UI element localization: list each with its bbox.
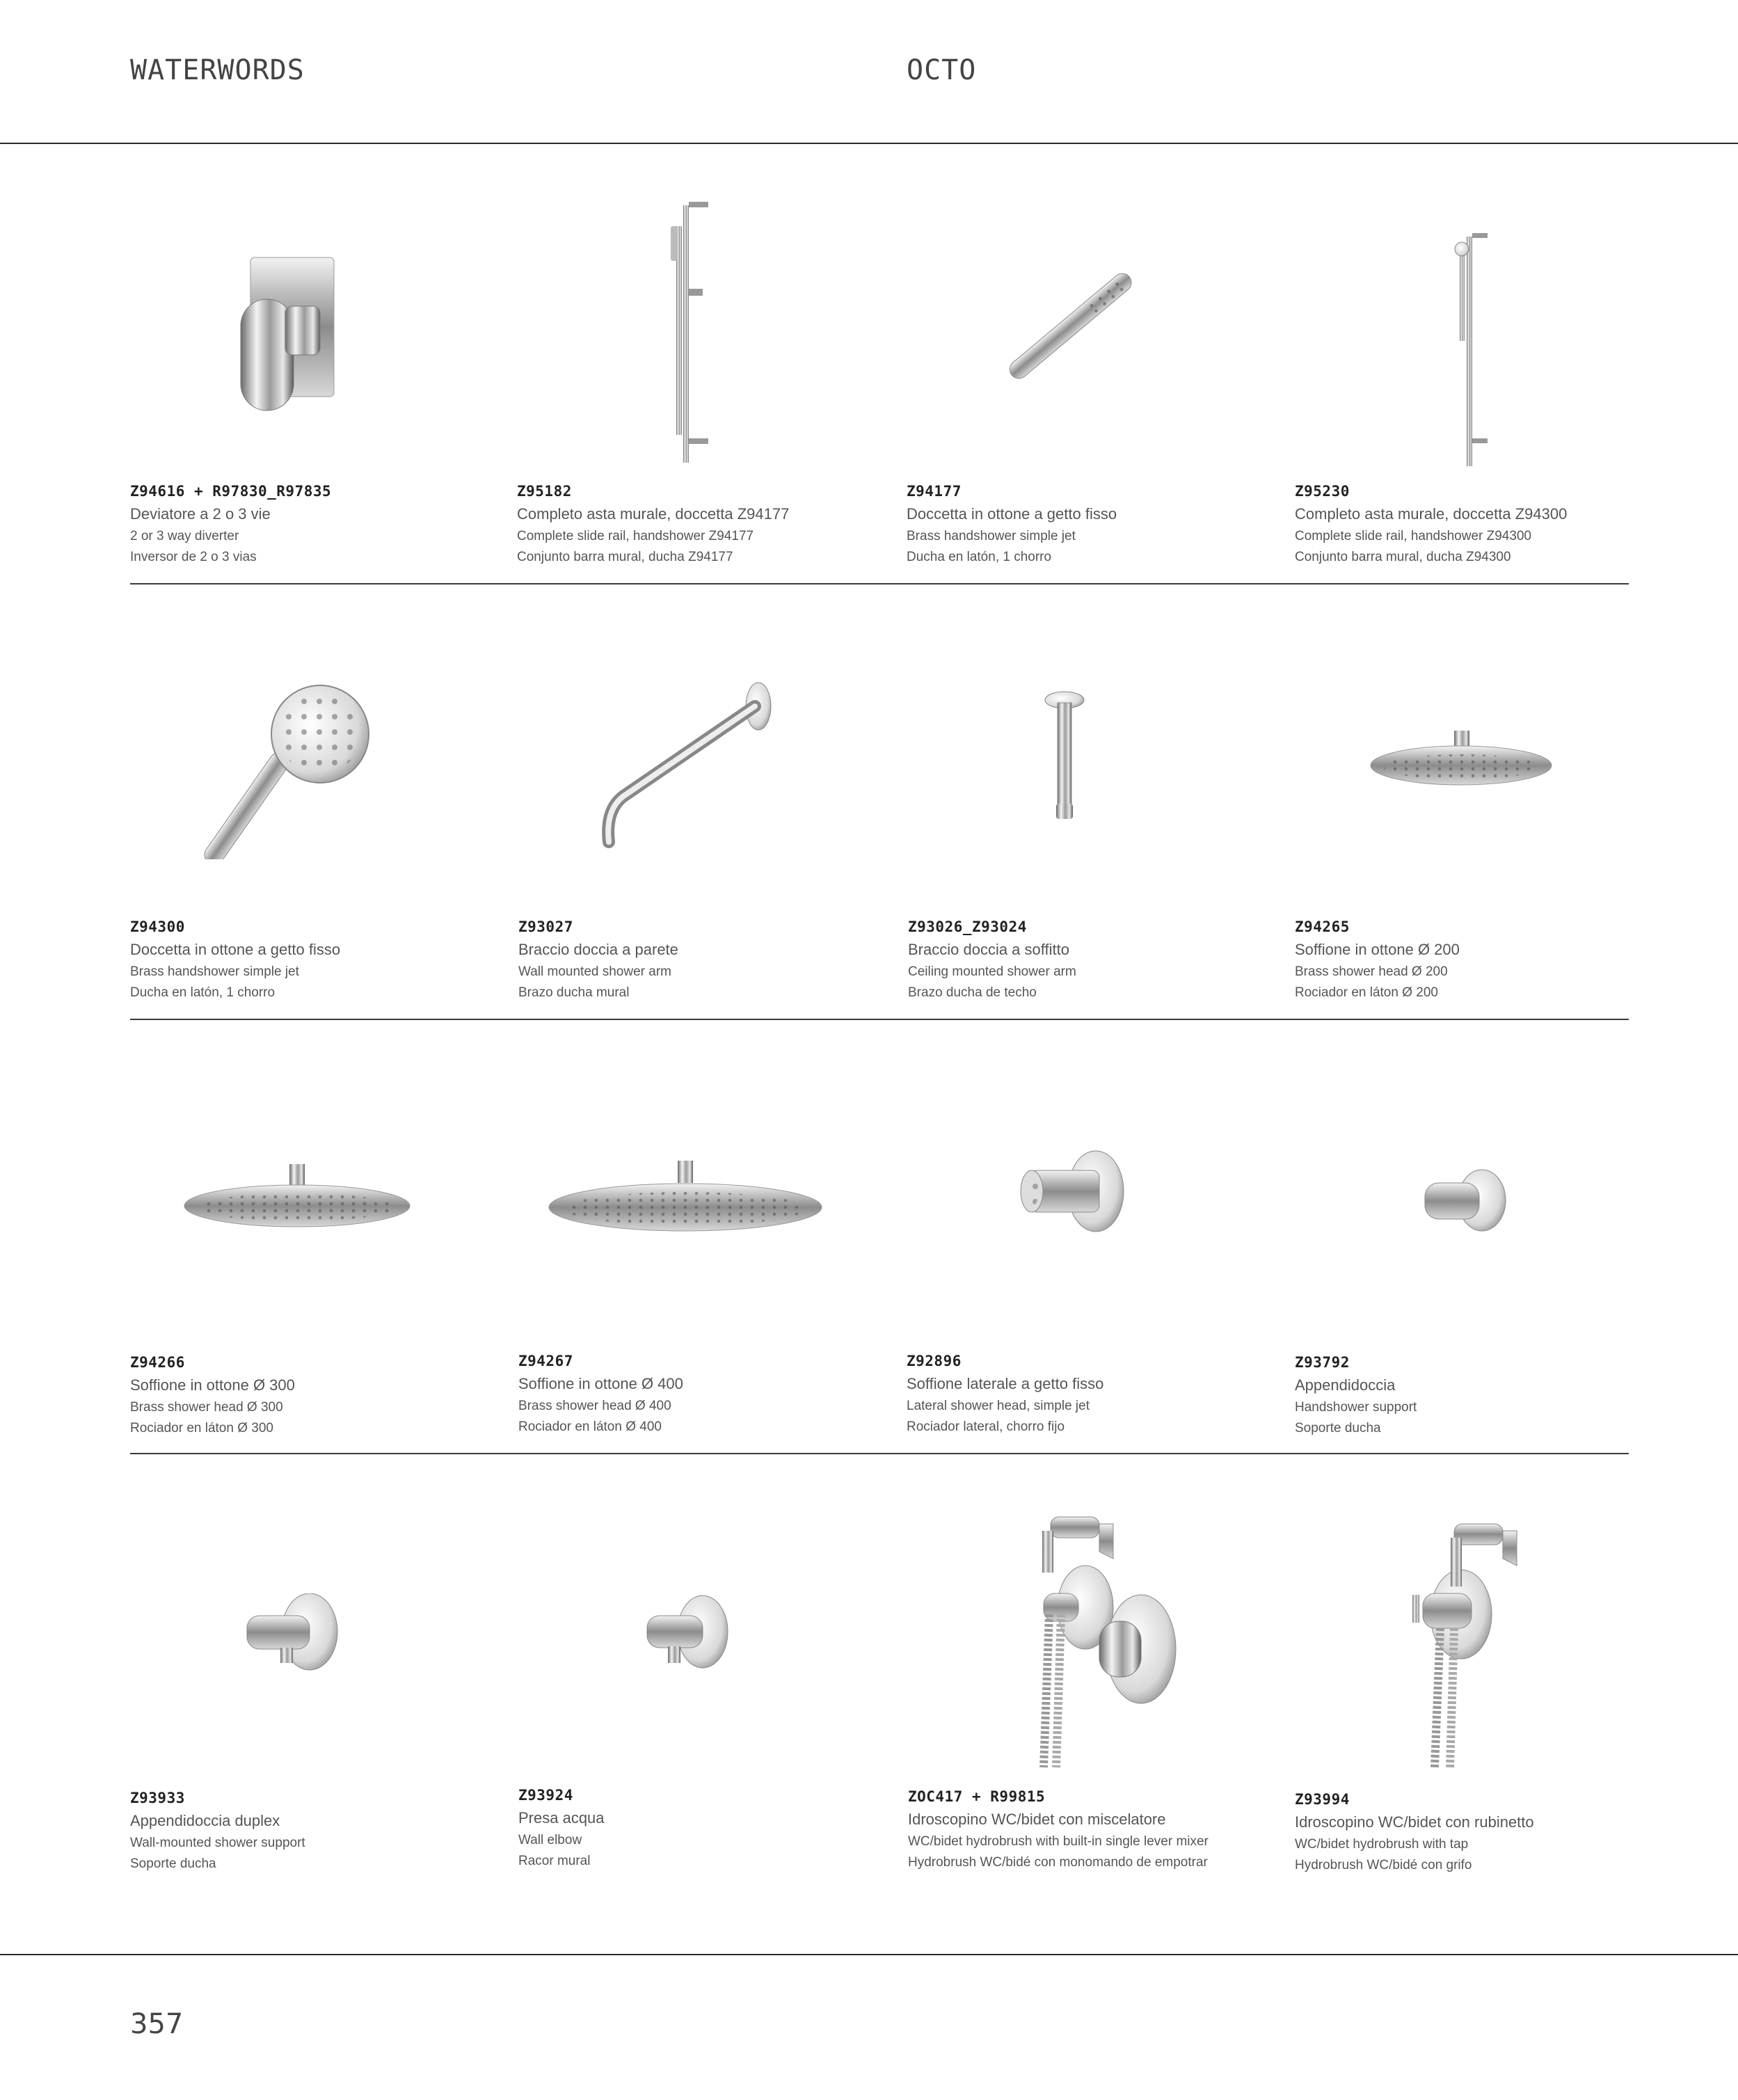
row-separator xyxy=(130,1019,1629,1020)
description-es: Ducha en latón, 1 chorro xyxy=(907,550,1052,564)
handshower-z94177-image xyxy=(995,250,1148,404)
bottom-rule xyxy=(0,1954,1738,1955)
description-es: Hydrobrush WC/bidé con grifo xyxy=(1295,1858,1472,1872)
description-it: Deviatore a 2 o 3 vie xyxy=(130,505,271,523)
description-es: Rociador en láton Ø 200 xyxy=(1295,985,1438,1000)
description-it: Doccetta in ottone a getto fisso xyxy=(130,941,341,958)
description-es: Conjunto barra mural, ducha Z94300 xyxy=(1295,550,1511,564)
description-es: Rociador lateral, chorro fijo xyxy=(907,1419,1065,1434)
description-en: Brass handshower simple jet xyxy=(907,529,1076,543)
product-code: Z93792 xyxy=(1295,1354,1350,1371)
description-en: Ceiling mounted shower arm xyxy=(908,964,1076,979)
product-code: Z94265 xyxy=(1295,918,1350,935)
product-code: Z93026_Z93024 xyxy=(908,918,1027,935)
handshower-z94300-image xyxy=(174,678,383,859)
description-es: Ducha en latón, 1 chorro xyxy=(130,985,276,1000)
product-card xyxy=(1295,1354,1684,1436)
product-card xyxy=(908,918,1298,1001)
product-code: Z94266 xyxy=(130,1354,185,1371)
diverter-image xyxy=(230,250,355,431)
description-es: Brazo ducha de techo xyxy=(908,985,1037,1000)
page-number: 357 xyxy=(130,2008,184,2040)
product-code: Z95182 xyxy=(517,483,572,500)
ceiling-shower-arm-image xyxy=(1037,689,1092,828)
hydrobrush-mixer-image xyxy=(995,1510,1183,1774)
description-es: Soporte ducha xyxy=(130,1856,216,1871)
shower-head-400-image xyxy=(546,1155,824,1239)
description-es: Rociador en láton Ø 300 xyxy=(130,1421,273,1435)
top-rule xyxy=(0,143,1738,144)
description-it: Completo asta murale, doccetta Z94177 xyxy=(517,505,790,523)
product-code: Z94267 xyxy=(518,1353,573,1369)
product-card xyxy=(518,1353,908,1435)
handshower-support-image xyxy=(1419,1169,1510,1239)
description-en: WC/bidet hydrobrush with built-in single lever mixer xyxy=(908,1834,1209,1849)
description-en: Brass handshower simple jet xyxy=(130,964,299,979)
product-code: Z93027 xyxy=(518,918,573,935)
description-en: WC/bidet hydrobrush with tap xyxy=(1295,1837,1469,1852)
description-es: Hydrobrush WC/bidé con monomando de empotrar xyxy=(908,1855,1208,1870)
description-en: Brass shower head Ø 400 xyxy=(518,1399,671,1413)
hydrobrush-tap-image xyxy=(1385,1517,1538,1774)
description-en: Lateral shower head, simple jet xyxy=(907,1399,1090,1413)
wall-shower-arm-image xyxy=(584,678,779,852)
description-en: Wall-mounted shower support xyxy=(130,1836,305,1850)
description-it: Soffione in ottone Ø 300 xyxy=(130,1376,295,1394)
product-code: Z93994 xyxy=(1295,1791,1350,1808)
product-card xyxy=(517,483,907,565)
row-separator xyxy=(130,1453,1629,1454)
description-en: Handshower support xyxy=(1295,1400,1417,1415)
product-code: Z94616 + R97830_R97835 xyxy=(130,483,332,500)
description-en: Brass shower head Ø 200 xyxy=(1295,964,1448,979)
product-card xyxy=(1295,1791,1684,1873)
shower-head-300-image xyxy=(181,1159,414,1235)
product-card xyxy=(1295,483,1684,565)
product-code: Z94177 xyxy=(907,483,962,500)
product-card xyxy=(518,1787,908,1869)
product-card xyxy=(130,483,520,565)
product-card xyxy=(130,918,520,1001)
description-it: Completo asta murale, doccetta Z94300 xyxy=(1295,505,1568,523)
collection-header: OCTO xyxy=(907,54,977,86)
description-it: Appendidoccia xyxy=(1295,1376,1396,1394)
wall-elbow-image xyxy=(640,1593,731,1677)
product-code: Z95230 xyxy=(1295,483,1350,500)
description-en: Complete slide rail, handshower Z94177 xyxy=(517,529,754,543)
description-it: Appendidoccia duplex xyxy=(130,1812,280,1829)
description-es: Soporte ducha xyxy=(1295,1421,1381,1435)
description-en: Complete slide rail, handshower Z94300 xyxy=(1295,529,1532,543)
product-card xyxy=(1295,918,1684,1001)
description-en: Brass shower head Ø 300 xyxy=(130,1400,283,1415)
product-card xyxy=(908,1788,1325,1870)
product-code: ZOC417 + R99815 xyxy=(908,1788,1046,1805)
product-code: Z94300 xyxy=(130,918,185,935)
product-card xyxy=(518,918,908,1001)
description-it: Soffione laterale a getto fisso xyxy=(907,1375,1104,1392)
description-es: Rociador en láton Ø 400 xyxy=(518,1419,662,1434)
description-it: Braccio doccia a soffitto xyxy=(908,941,1069,958)
product-card xyxy=(907,1353,1296,1435)
lateral-shower-head-image xyxy=(1012,1148,1138,1239)
product-code: Z93924 xyxy=(518,1787,573,1804)
description-it: Braccio doccia a parete xyxy=(518,941,678,958)
product-card xyxy=(907,483,1296,565)
description-it: Presa acqua xyxy=(518,1809,605,1827)
product-card xyxy=(130,1354,520,1436)
description-en: Wall elbow xyxy=(518,1833,582,1847)
description-it: Soffione in ottone Ø 400 xyxy=(518,1375,683,1392)
product-code: Z93933 xyxy=(130,1790,185,1806)
description-it: Idroscopino WC/bidet con miscelatore xyxy=(908,1811,1166,1828)
brand-header: WATERWORDS xyxy=(130,54,305,86)
row-separator xyxy=(130,583,1629,584)
shower-head-200-image xyxy=(1367,724,1555,793)
description-en: 2 or 3 way diverter xyxy=(130,529,239,543)
description-es: Conjunto barra mural, ducha Z94177 xyxy=(517,550,733,564)
slide-rail-image xyxy=(661,198,744,470)
product-card xyxy=(130,1790,520,1872)
duplex-support-image xyxy=(240,1593,344,1677)
description-es: Racor mural xyxy=(518,1854,591,1868)
product-code: Z92896 xyxy=(907,1353,962,1369)
slide-rail-z95230-image xyxy=(1440,223,1517,473)
description-it: Soffione in ottone Ø 200 xyxy=(1295,941,1460,958)
description-it: Idroscopino WC/bidet con rubinetto xyxy=(1295,1813,1534,1831)
description-es: Brazo ducha mural xyxy=(518,985,630,1000)
description-en: Wall mounted shower arm xyxy=(518,964,671,979)
description-it: Doccetta in ottone a getto fisso xyxy=(907,505,1117,523)
description-es: Inversor de 2 o 3 vias xyxy=(130,550,257,564)
